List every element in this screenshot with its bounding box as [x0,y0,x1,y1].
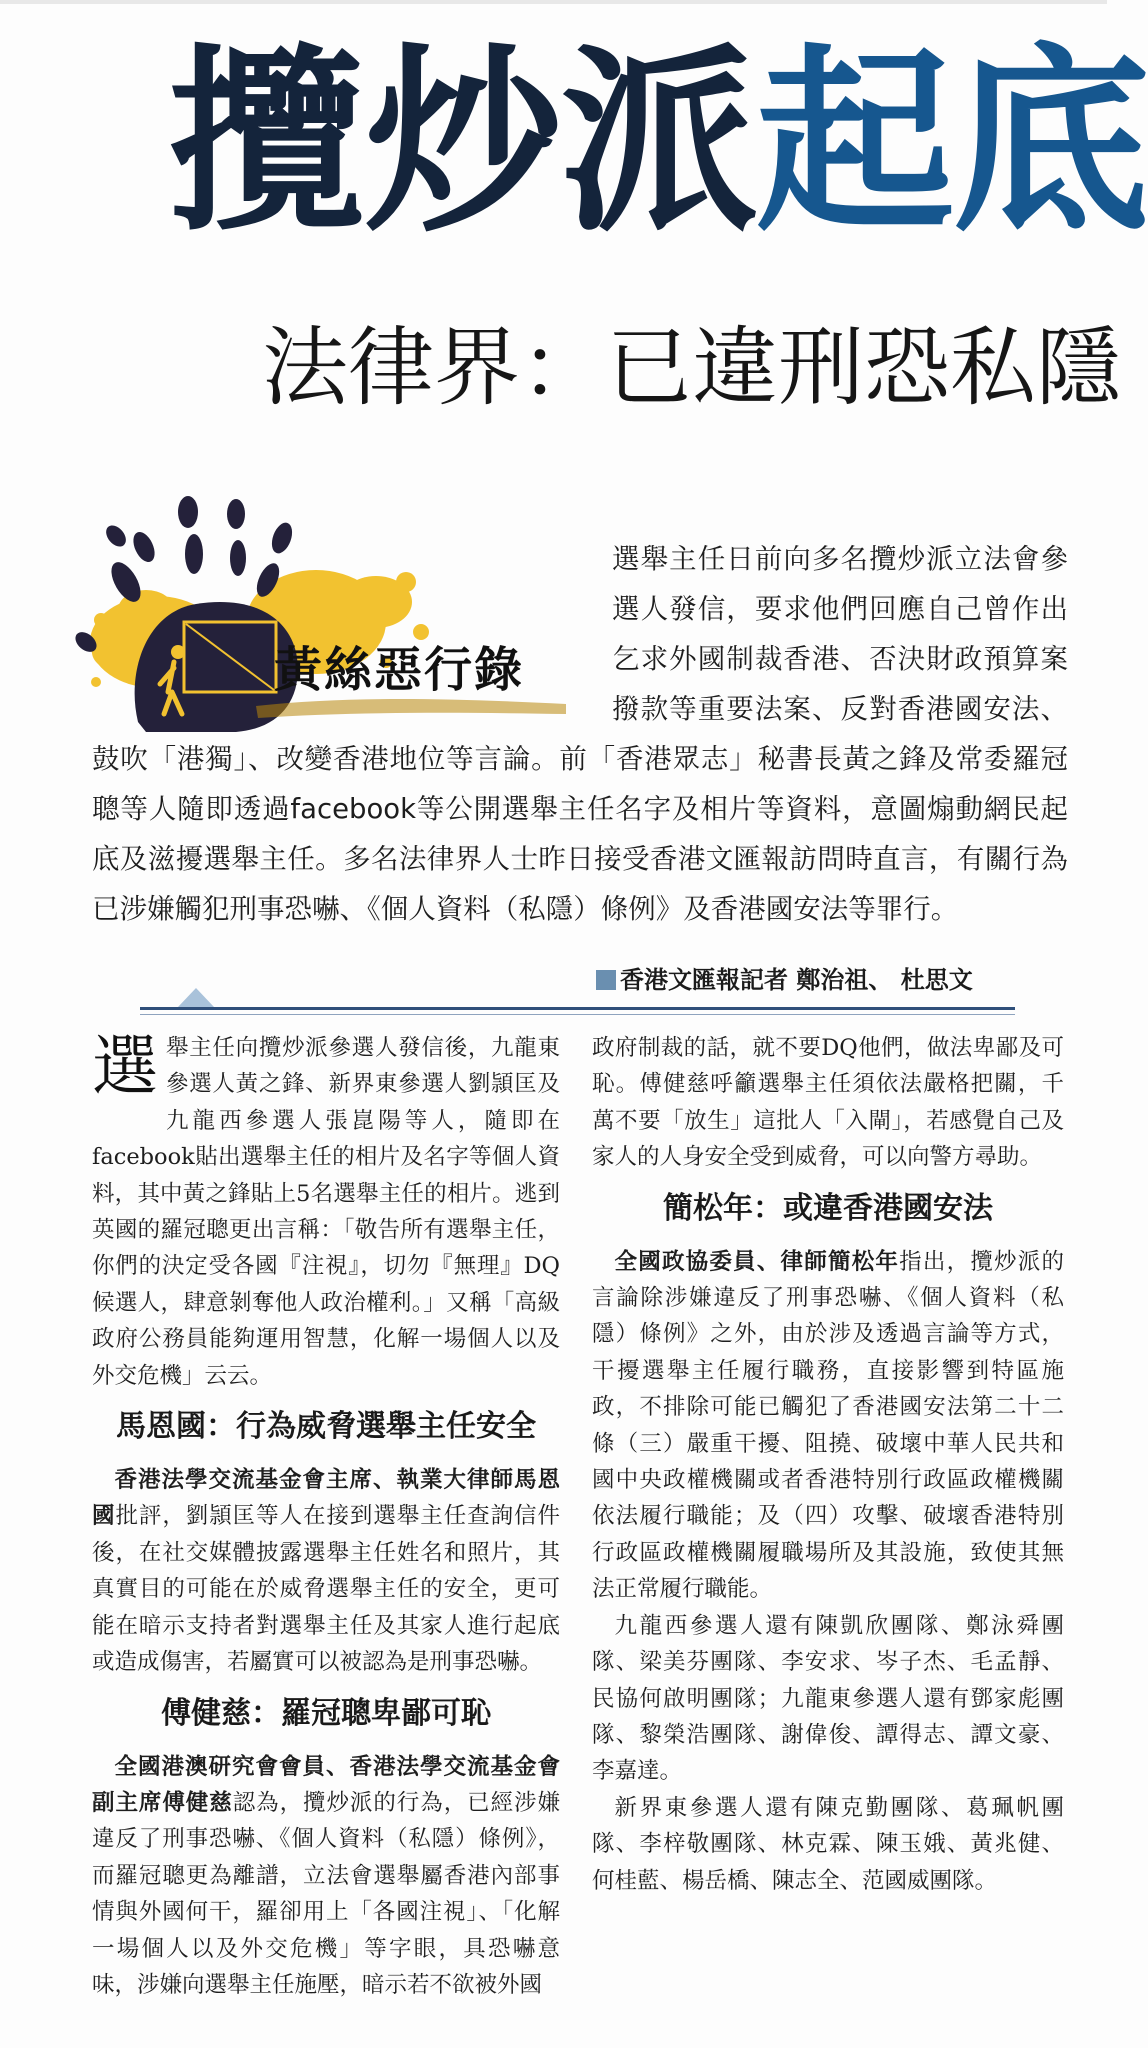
kan-lead: 全國政協委員、律師簡松年 [614,1248,900,1275]
ma-paragraph [92,1462,560,1680]
subheading-ma: 馬恩國：行為威脅選舉主任安全 [116,1409,536,1445]
subheading-kan: 簡松年：或違香港國安法 [663,1190,993,1226]
headline-part2: 起底 [756,25,1148,258]
section-divider-thin [140,1014,1015,1015]
article-column-left [92,1030,560,2003]
headline-part1: 攬炒派 [168,25,756,258]
drop-cap: 選 [92,1028,158,1105]
headline [168,12,1148,272]
byline-text: 香港文匯報記者 鄭治祖、 杜思文 [620,966,973,994]
opening-text: 舉主任向攬炒派參選人發信後，九龍東參選人黃之鋒、新界東參選人劉頴匡及九龍西參選人張崑陽等人，隨即在facebook貼出選舉主任的相片及名字等個人資料，其中黃之鋒貼上5名選舉主任的相片。逃到英國的羅冠聰更出言稱：「敬告所有選舉主任，你們的決定受各國『注視』，切勿『無理』DQ候選人，肆意剝奪他人政治權利。」又稱「高級政府公務員能夠運用智慧，化解一場個人以及外交危機」云云。 [92,1035,560,1389]
subheadline: 法律界：已違刑恐私隱 [262,318,1122,418]
byline-marker [596,970,616,990]
intro-text: 選舉主任日前向多名攬炒派立法會參選人發信，要求他們回應自己曾作出乞求外國制裁香港、否決財政預算案撥款等重要法案、反對香港國安法、鼓吹「港獨」、改變香港地位等言論。前「香港眾志」秘書長黃之鋒及常委羅冠聰等人隨即透過facebook等公開選舉主任名字及相片等資料，意圖煽動網民起底及滋擾選舉主任。多名法律界人士昨日接受香港文匯報訪問時直言，有關行為已涉嫌觸犯刑事恐嚇、《個人資料（私隱）條例》及香港國安法等罪行。 [92,543,1068,925]
kan-paragraph [592,1244,1064,1608]
opening-paragraph [92,1030,560,1394]
subheading-fu: 傅健慈：羅冠聰卑鄙可恥 [161,1695,491,1731]
logo-label: 黃絲惡行錄 [274,642,525,698]
fu-paragraph [92,1749,560,2004]
intro-paragraph [92,534,1068,934]
fu-lead: 全國港澳研究會會員、香港法學交流基金會副主席傅健慈 [92,1753,560,1816]
byline [596,960,973,1000]
divider-arrow [178,988,214,1007]
ma-text: 批評，劉頴匡等人在接到選舉主任查詢信件後，在社交媒體披露選舉主任姓名和照片，其真實目的可能在於威脅選舉主任的安全，更可能在暗示支持者對選舉主任及其家人進行起底或造成傷害，若屬實可以被認為是刑事恐嚇。 [92,1503,560,1676]
fu-text: 認為，攬炒派的行為，已經涉嫌違反了刑事恐嚇、《個人資料（私隱）條例》，而羅冠聰更為離譜，立法會選舉屬香港內部事情與外國何干，羅卻用上「各國注視」、「化解一場個人以及外交危機」等字眼，具恐嚇意味，涉嫌向選舉主任施壓，暗示若不欲被外國 [92,1789,560,1998]
ma-lead: 香港法學交流基金會主席、執業大律師馬恩國 [92,1467,560,1530]
logo-spacer [92,534,612,734]
kowloon-candidates-paragraph: 九龍西參選人還有陳凱欣團隊、鄭泳舜團隊、梁美芬團隊、李安求、岑子杰、毛孟靜、民協何啟明團隊；九龍東參選人還有鄧家彪團隊、黎榮浩團隊、謝偉俊、譚得志、譚文豪、李嘉達。 [592,1612,1064,1785]
nte-candidates-paragraph: 新界東參選人還有陳克勤團隊、葛珮帆團隊、李梓敬團隊、林克霖、陳玉娥、黃兆健、何桂藍、楊岳橋、陳志全、范國威團隊。 [592,1794,1064,1894]
fu-paragraph-continued: 政府制裁的話，就不要DQ他們，做法卑鄙及可恥。傅健慈呼籲選舉主任須依法嚴格把關，千萬不要「放生」這批人「入閘」，若感覺自己及家人的人身安全受到威脅，可以向警方尋助。 [592,1035,1064,1171]
kan-text: 指出，攬炒派的言論除涉嫌違反了刑事恐嚇、《個人資料（私隱）條例》之外，由於涉及透過言論等方式，干擾選舉主任履行職務，直接影響到特區施政，不排除可能已觸犯了香港國安法第二十二條（三）嚴重干擾、阻撓、破壞中華人民共和國中央政權機關或者香港特別行政區政權機關依法履行職能；及（四）攻擊、破壞香港特別行政區政權機關履職場所及其設施，致使其無法正常履行職能。 [592,1248,1064,1603]
article-column-right [592,1030,1064,1899]
section-divider [140,1007,1015,1010]
top-rule [0,0,1107,4]
